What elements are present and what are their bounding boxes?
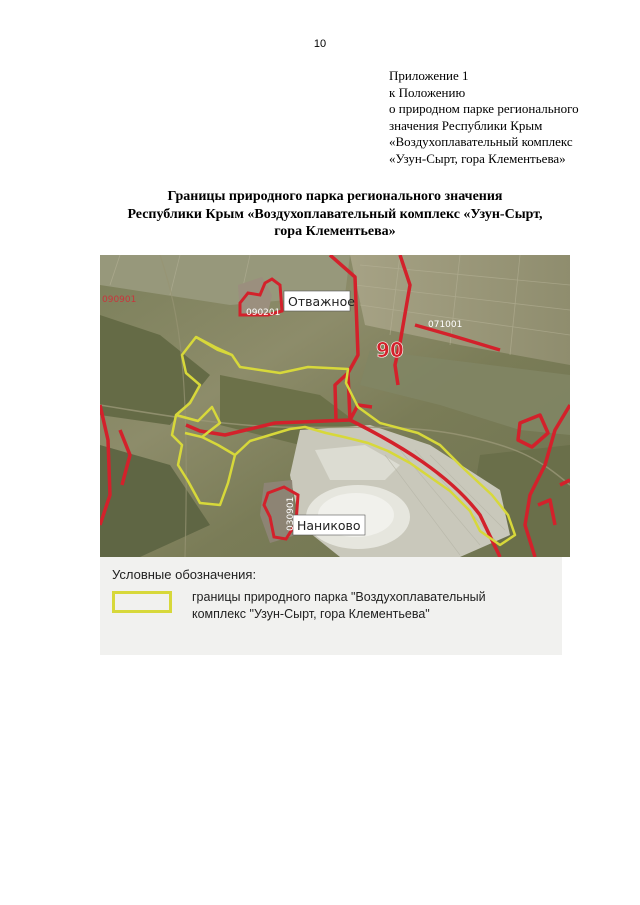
label-otvazhnoe: Отважное xyxy=(288,294,355,309)
label-code-right: 071001 xyxy=(428,320,463,330)
label-nanikovo: Наниково xyxy=(297,518,361,533)
label-code-left: 090901 xyxy=(102,295,137,305)
document-title xyxy=(60,188,610,241)
label-code-otvazhnoe: 090201 xyxy=(246,308,281,318)
title-line: Республики Крым «Воздухоплавательный комплекс «Узун-Сырт, xyxy=(127,206,543,222)
appendix-line: «Узун-Сырт, гора Клементьева» xyxy=(389,150,566,166)
appendix-line: Приложение 1 xyxy=(389,68,469,83)
appendix-line: значения Республики Крым xyxy=(389,117,543,133)
appendix-line: к Положению xyxy=(389,84,466,100)
title-line: гора Клементьева» xyxy=(274,224,396,239)
legend-edge xyxy=(562,557,570,655)
legend-item-line: границы природного парка "Воздухоплавательный xyxy=(192,590,486,604)
park-boundary-swatch xyxy=(112,591,172,613)
appendix-block xyxy=(389,68,629,167)
legend-title: Условные обозначения: xyxy=(112,567,257,582)
legend-item-line: комплекс "Узун-Сырт, гора Клементьева" xyxy=(192,607,430,621)
appendix-line: «Воздухоплавательный комплекс xyxy=(389,134,573,149)
appendix-line: о природном парке регионального xyxy=(389,101,579,116)
park-map xyxy=(100,255,570,655)
legend-item-text xyxy=(192,589,532,623)
label-zone-90: 90 xyxy=(376,338,404,362)
label-code-nanikovo: 030901 xyxy=(286,496,296,531)
title-line: Границы природного парка регионального значения xyxy=(167,189,503,204)
map-legend xyxy=(100,557,570,655)
page-number: 10 xyxy=(313,38,327,50)
